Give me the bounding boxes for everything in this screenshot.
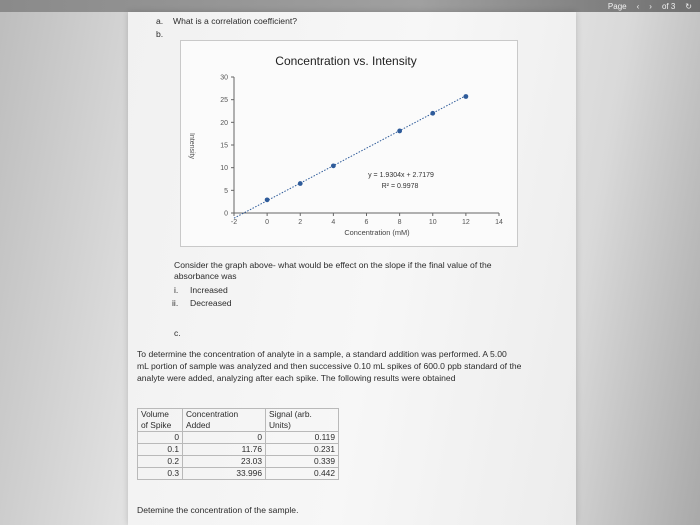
table-row [138, 444, 339, 456]
x-axis-label: Concentration (mM) [344, 228, 410, 237]
option-i-text: Increased [190, 285, 228, 295]
table-row [138, 432, 339, 444]
chart-frame [180, 40, 518, 247]
table-cell: 0.119 [266, 432, 339, 444]
next-page-icon[interactable]: › [649, 1, 652, 11]
y-tick-label: 0 [224, 210, 228, 218]
table-header-row [138, 420, 339, 432]
y-tick-label: 30 [220, 74, 228, 82]
viewer-top-bar [0, 0, 700, 12]
consider-line-1: Consider the graph above- what would be effect on the slope if the final value of the [174, 260, 492, 270]
question-c-marker: c. [174, 328, 181, 338]
x-tick-label: 0 [265, 219, 270, 226]
option-i-marker: i. [174, 285, 179, 295]
table-cell: 0 [183, 432, 266, 444]
table-cell: 33.996 [183, 468, 266, 480]
header-signal-line2: Units) [266, 420, 339, 432]
c-paragraph-line-3: analyte were added, analyzing after each spike. The following results were obtained [137, 373, 456, 383]
table-cell: 0.1 [138, 444, 183, 456]
consider-line-2: absorbance was [174, 271, 237, 281]
x-tick-label: 10 [428, 219, 437, 226]
viewer-toolbar [608, 0, 692, 12]
y-axis-label: Intensity [188, 132, 195, 160]
table-row [138, 468, 339, 480]
data-point [430, 111, 435, 116]
table-cell: 23.03 [183, 456, 266, 468]
page-count: of 3 [661, 1, 676, 11]
prev-page-icon[interactable]: ‹ [636, 1, 640, 11]
table-cell: 0.231 [266, 444, 339, 456]
y-tick-label: 20 [220, 119, 228, 127]
x-tick-label: 12 [461, 219, 470, 226]
r-squared-label: R² = 0.9978 [381, 183, 419, 190]
x-tick-label: 14 [495, 219, 503, 226]
final-question: Detemine the concentration of the sample. [137, 505, 299, 515]
x-tick-label: 4 [331, 219, 336, 226]
c-paragraph-line-2: mL portion of sample was analyzed and then successive 0.10 mL spikes of 600.0 ppb standard of the [137, 361, 522, 371]
option-ii-text: Decreased [190, 298, 232, 308]
data-point [463, 94, 468, 99]
c-paragraph-line-1: To determine the concentration of analyte in a sample, a standard addition was performed. A 5.00 [137, 349, 507, 359]
data-point [331, 163, 336, 168]
table-cell: 0 [138, 432, 183, 444]
scatter-chart [181, 41, 517, 246]
header-concentration-line1: Concentration [183, 409, 266, 421]
header-volume-line1: Volume [138, 409, 183, 421]
x-tick-label: -2 [230, 219, 238, 226]
header-concentration-line2: Added [183, 420, 266, 432]
data-point [298, 181, 303, 186]
trendline-equation: y = 1.9304x + 2.7179 [368, 172, 434, 179]
header-volume-line2: of Spike [138, 420, 183, 432]
refresh-icon[interactable]: ↻ [685, 1, 692, 11]
y-tick-label: 15 [220, 142, 228, 150]
data-point [397, 129, 402, 134]
data-point [265, 197, 270, 202]
question-a-marker: a. [156, 16, 164, 26]
option-ii-marker: ii. [172, 298, 179, 308]
chart-title: Concentration vs. Intensity [275, 54, 417, 68]
x-tick-label: 6 [364, 219, 369, 226]
y-tick-label: 25 [220, 97, 228, 105]
y-tick-label: 5 [224, 187, 228, 195]
table-cell: 11.76 [183, 444, 266, 456]
y-tick-label: 10 [220, 165, 228, 173]
page-label: Page [607, 1, 627, 11]
table-row [138, 456, 339, 468]
table-header-row [138, 409, 339, 421]
table-cell: 0.339 [266, 456, 339, 468]
x-tick-label: 8 [397, 219, 402, 226]
table-cell: 0.3 [138, 468, 183, 480]
table-cell: 0.442 [266, 468, 339, 480]
question-b-marker: b. [156, 29, 164, 39]
header-signal-line1: Signal (arb. [266, 409, 339, 421]
spike-data-table [137, 408, 339, 480]
table-cell: 0.2 [138, 456, 183, 468]
x-tick-label: 2 [298, 219, 303, 226]
question-a-text: What is a correlation coefficient? [173, 16, 298, 26]
